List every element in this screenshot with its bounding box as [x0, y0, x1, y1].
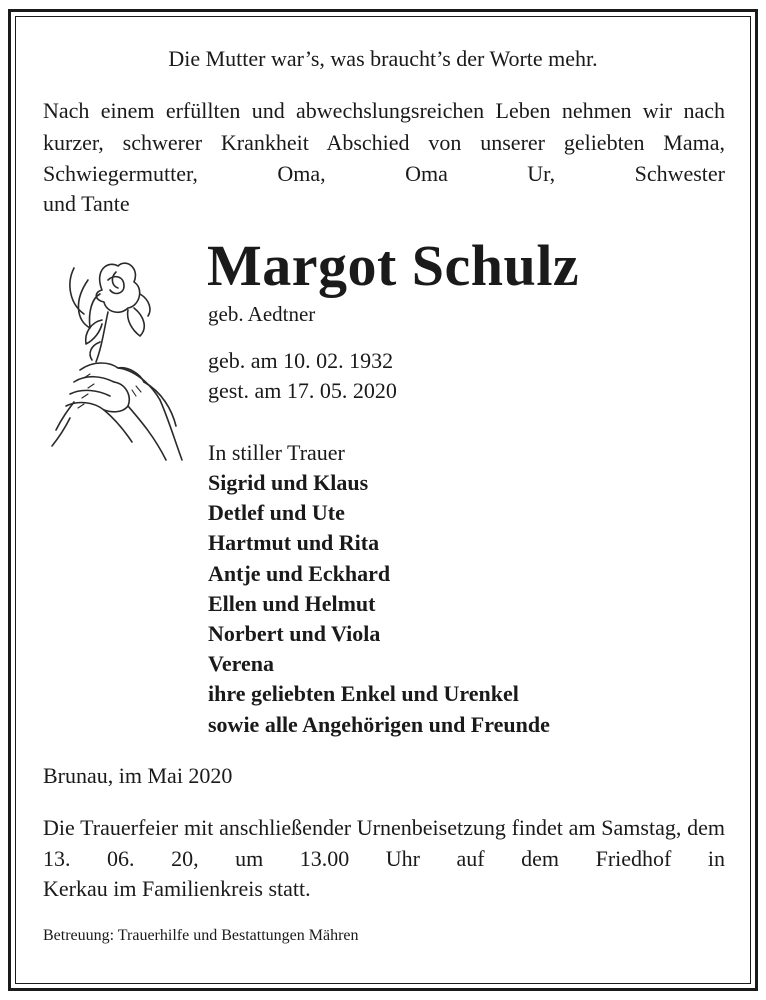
mourners-list [208, 468, 550, 740]
death-date: gest. am 17. 05. 2020 [208, 378, 397, 403]
funeral-home-credit: Betreuung: Trauerhilfe und Bestattungen Mähren [43, 927, 359, 944]
motto: Die Mutter war’s, was braucht’s der Worte mehr. [168, 46, 598, 71]
deceased-name: Margot Schulz [207, 233, 580, 298]
mourner-line: Ellen und Helmut [208, 590, 376, 616]
mourning-label: In stiller Trauer [208, 440, 345, 465]
mourner-line: ihre geliebten Enkel und Urenkel [208, 681, 519, 707]
rose-in-hand-icon [44, 250, 194, 465]
maiden-name: geb. Aedtner [208, 302, 316, 326]
mourner-line: Antje und Eckhard [208, 560, 391, 586]
mourner-line: Detlef und Ute [208, 500, 345, 526]
birth-date: geb. am 10. 02. 1932 [208, 348, 394, 373]
ceremony-text: Die Trauerfeier mit anschließender Urnenbeisetzung findet am Samstag, dem 13. 06. 20, um 13.00 Uhr auf dem Friedhof in [43, 815, 725, 871]
mourner-line: Hartmut und Rita [208, 530, 380, 556]
intro-text-last-line: und Tante [43, 191, 130, 216]
mourner-line: Verena [208, 651, 274, 677]
mourner-line: Norbert und Viola [208, 620, 381, 646]
mourner-line: sowie alle Angehörigen und Freunde [208, 711, 550, 737]
place-date: Brunau, im Mai 2020 [43, 763, 233, 788]
life-dates [208, 346, 397, 406]
ceremony-text-last-line: Kerkau im Familienkreis statt. [43, 876, 311, 901]
mourner-line: Sigrid und Klaus [208, 470, 369, 495]
intro-text: Nach einem erfüllten und abwechslungsreichen Leben nehmen wir nach kurzer, schwerer Krankheit Abschied von unserer geliebten Mama, Schwiegermutter, Oma, Oma Ur, Schwester [43, 98, 725, 186]
